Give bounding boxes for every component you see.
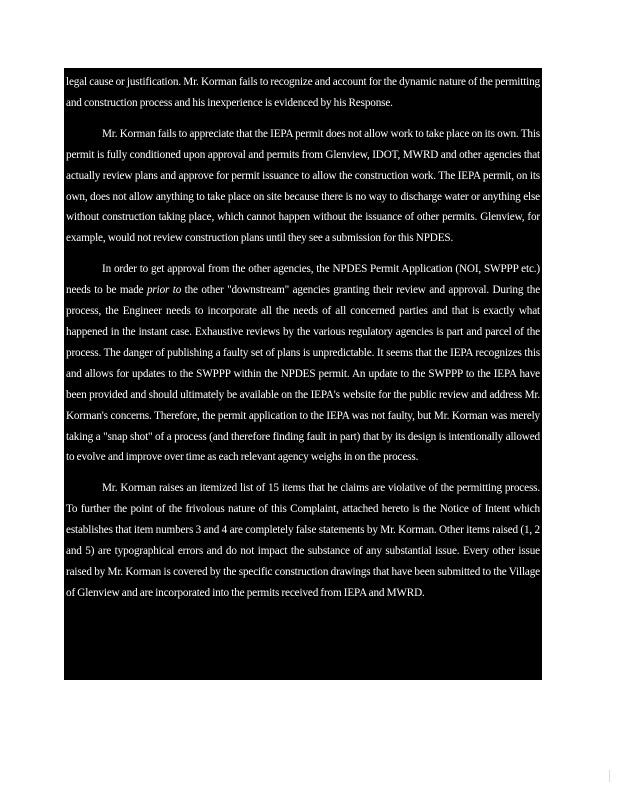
paragraph-4: Mr. Korman raises an itemized list of 15 items that he claims are violative of the permitting process. To further the point of the frivolous nature of this Complaint, attached hereto is the Notice of Intent which establishes that item numbers 3 and 4 are completely false statements by Mr. Korman. Other items raised (1, 2 and 5) are typographical errors and do not impact the substance of any substantial issue. Every other issue raised by Mr. Korman is covered by the specific construction drawings that have been submitted to the Village of Glenview and are incorporated into the permits received from IEPA and MWRD.: [66, 482, 540, 599]
paragraph-1: legal cause or justification. Mr. Korman fails to recognize and account for the dynamic nature of the permitting and construction process and his inexperience is evidenced by his Response.: [66, 76, 540, 109]
paragraph-3-part-1: In order to get approval from the other agencies, the NPDES Permit Application (NOI, SWPPP etc.) needs to be made: [66, 263, 540, 297]
paragraph-3-part-2: the other "downstream" agencies granting their review and approval. During the process, the Engineer needs to incorporate all the needs of all concerned parties and that is exactly what happened in the instant case. Exhaustive reviews by the various regulatory agencies is part and parcel of the process. The danger of publishing a faulty set of plans is unpredictable. It seems that the IEPA recognizes this and allows for updates to the SWPPP within the NPDES permit. An update to the SWPPP to the IEPA have been provided and should ultimately be available on the IEPA's website for the public review and address Mr. Korman's concerns. Therefore, the permit application to the IEPA was not faulty, but Mr. Korman was merely taking a "snap shot" of a process (and therefore finding fault in part) that by its design is intentionally allowed to evolve and improve over time as each relevant agency weighs in on the process.: [66, 284, 541, 464]
paragraph-3-italic: prior to: [146, 284, 182, 297]
scan-mark: [609, 770, 610, 782]
paragraph-2: Mr. Korman fails to appreciate that the IEPA permit does not allow work to take place on its own. This permit is fully conditioned upon approval and permits from Glenview, IDOT, MWRD and other agencies that actually review plans and approve for permit issuance to allow the construction work. The IEPA permit, on its own, does not allow anything to take place on site because there is no way to discharge water or anything else without construction taking place, which cannot happen without the issuance of other permits. Glenview, for example, would not review construction plans until they see a submission for this NPDES.: [66, 127, 540, 245]
paragraph-3: [66, 259, 540, 468]
document-page: [64, 68, 542, 680]
